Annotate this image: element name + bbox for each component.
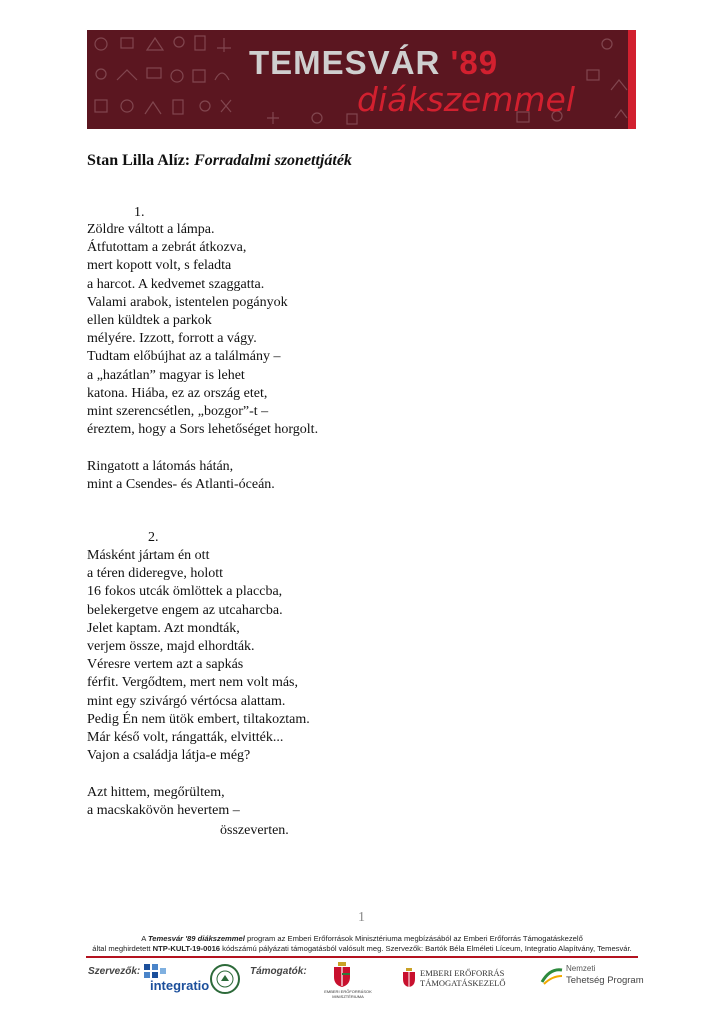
school-emblem-icon bbox=[212, 966, 238, 992]
coat-of-arms-icon bbox=[332, 962, 352, 988]
poem-line: Vajon a családja látja-e még? bbox=[87, 748, 251, 764]
poem-line: mélyére. Izzott, forrott a vágy. bbox=[87, 331, 257, 347]
poem-line: Pedig Én nem ütök embert, tiltakoztam. bbox=[87, 711, 310, 727]
poem-line: Ringatott a látomás hátán, bbox=[87, 458, 234, 474]
banner-title-year: '89 bbox=[450, 44, 499, 81]
banner-accent-bar bbox=[628, 30, 636, 129]
section-1-lines bbox=[87, 221, 318, 494]
section-number-1: 1. bbox=[134, 205, 145, 220]
ntp-text-line2: Tehetség Program bbox=[566, 975, 644, 986]
banner-title bbox=[249, 44, 498, 82]
etk-text-line2: TÁMOGATÁSKEZELŐ bbox=[420, 978, 506, 988]
integratio-text: integratio bbox=[150, 978, 210, 993]
footer-project-code: NTP-KULT-19-0016 bbox=[152, 944, 221, 953]
poem-line: belekergetve engem az utcaharcba. bbox=[87, 602, 283, 618]
poem-title: Forradalmi szonettjáték bbox=[194, 152, 352, 169]
bartok-school-logo bbox=[210, 964, 240, 994]
author-name: Stan Lilla Alíz: bbox=[87, 152, 191, 169]
footer-text-segment: kódszámú pályázati támogatásból valósult meg. Szervezők: Bartók Béla Elméleti Líceum, Integratio Alapítvány, Temesvár. bbox=[220, 944, 632, 953]
footer-text-segment: által meghirdetett bbox=[92, 944, 153, 953]
coat-of-arms-icon bbox=[402, 968, 416, 988]
section-2-lines bbox=[87, 547, 310, 820]
header-banner bbox=[87, 30, 636, 129]
poem-heading bbox=[87, 152, 352, 170]
poem-final-line: összeverten. bbox=[220, 823, 289, 838]
footer-divider bbox=[86, 956, 638, 958]
poem-line: katona. Hiába, ez az ország etet, bbox=[87, 385, 268, 401]
poem-line: Valami arabok, istentelen pogányok bbox=[87, 294, 288, 310]
supporters-label: Támogatók: bbox=[250, 966, 307, 977]
poem-line: mint szerencsétlen, „bozgor”-t – bbox=[87, 404, 269, 420]
footer-logos bbox=[86, 962, 646, 1002]
footer-text-segment: A bbox=[141, 934, 148, 943]
poem-line: Azt hittem, megőrültem, bbox=[87, 784, 225, 800]
poem-line: Másként jártam én ott bbox=[87, 548, 210, 563]
poem-line: verjem össze, majd elhordták. bbox=[87, 639, 255, 655]
page-number: 1 bbox=[358, 910, 365, 925]
poem-line: mert kopott volt, s feladta bbox=[87, 258, 232, 274]
footer-text-segment: program az Emberi Erőforrások Minisztériuma megbízásából az Emberi Erőforrás Támogatáskezelő bbox=[244, 934, 583, 943]
poem-line: Véresre vertem azt a sapkás bbox=[87, 657, 244, 673]
ntp-text-line1: Nemzeti bbox=[566, 964, 596, 973]
poem-line: a téren dideregve, holott bbox=[87, 566, 224, 582]
poem-line: Már késő volt, rángatták, elvitték... bbox=[87, 730, 284, 746]
stanza-break bbox=[87, 765, 310, 783]
poem-line: éreztem, hogy a Sors lehetőséget horgolt. bbox=[87, 422, 319, 438]
poem-line: a macskakövön hevertem – bbox=[87, 802, 240, 818]
ntp-swoosh-icon bbox=[540, 966, 564, 986]
etk-text-line1: EMBERI ERŐFORRÁS bbox=[420, 968, 505, 978]
poem-line: Jelet kaptam. Azt mondták, bbox=[87, 620, 240, 636]
emmi-logo bbox=[318, 962, 372, 999]
poem-line: mint egy szivárgó vértócsa alattam. bbox=[87, 693, 286, 709]
poem-line: a harcot. A kedvemet szaggatta. bbox=[87, 276, 265, 292]
poem-line: Zöldre váltott a lámpa. bbox=[87, 222, 215, 237]
footer-program-name: Temesvár '89 diákszemmel bbox=[147, 934, 245, 943]
section-number-2: 2. bbox=[148, 530, 159, 545]
emmi-text: EMBERI ERŐFORRÁSOK MINISZTÉRIUMA bbox=[324, 989, 372, 999]
stanza-break bbox=[87, 439, 318, 457]
poem-line: mint a Csendes- és Atlanti-óceán. bbox=[87, 476, 275, 492]
banner-title-main: TEMESVÁR bbox=[249, 44, 441, 81]
organizers-label: Szervezők: bbox=[88, 966, 141, 977]
poem-line: a „hazátlan” magyar is lehet bbox=[87, 367, 245, 383]
poem-line: ellen küldtek a parkok bbox=[87, 313, 212, 329]
footer-credits bbox=[40, 934, 684, 954]
poem-line: Átfutottam a zebrát átkozva, bbox=[87, 240, 247, 256]
banner-subtitle: diákszemmel bbox=[357, 80, 576, 119]
poem-line: férfit. Vergődtem, mert nem volt más, bbox=[87, 675, 298, 691]
poem-line: Tudtam előbújhat az a találmány – bbox=[87, 349, 281, 365]
poem-line: 16 fokos utcák ömlöttek a placcba, bbox=[87, 584, 283, 600]
integratio-logo bbox=[142, 962, 210, 994]
